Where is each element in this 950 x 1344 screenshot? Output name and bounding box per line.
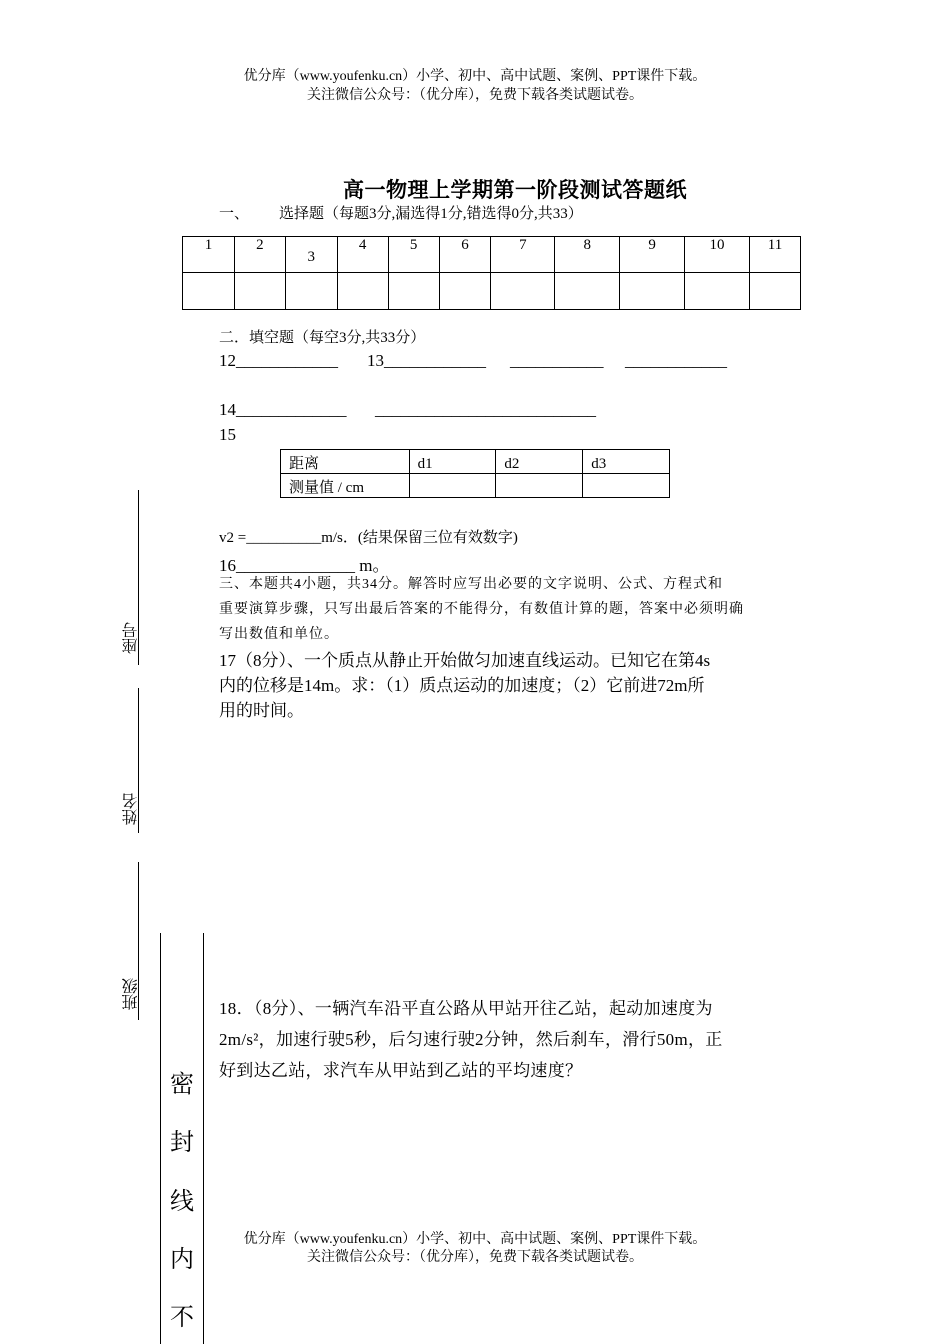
choice-number-row <box>183 237 801 273</box>
answer-cell[interactable] <box>491 273 555 310</box>
q15-label: 15 <box>219 425 236 444</box>
section2-heading: 二．填空题（每空3分,共33分） <box>219 330 426 346</box>
section3-intro-line: 重要演算步骤，只写出最后答案的不能得分，有数值计算的题，答案中必须明确 <box>219 602 744 617</box>
section3-intro-line: 写出数值和单位。 <box>219 627 339 642</box>
choice-answer-row <box>183 273 801 310</box>
v2-blank[interactable]: v2 =__________m/s．(结果保留三位有效数字) <box>219 530 518 546</box>
q14-blank-2[interactable]: __________________________ <box>375 400 596 419</box>
page-title: 高一物理上学期第一阶段测试答题纸 <box>343 178 687 202</box>
q17-text: 17（8分）、一个质点从静止开始做匀加速直线运动。已知它在第4s <box>219 651 711 670</box>
q12-blank[interactable]: 12____________ <box>219 351 338 370</box>
section3-intro <box>219 572 819 647</box>
section1-number: 一、 <box>219 206 250 222</box>
answer-cell[interactable] <box>388 273 439 310</box>
answer-cell[interactable] <box>234 273 285 310</box>
choice-number: 1 <box>183 237 235 273</box>
choice-number: 3 <box>285 237 337 273</box>
seal-border-right <box>203 933 204 1344</box>
table-header: d1 <box>409 450 496 474</box>
header-line-2: 关注微信公众号：（优分库），免费下载各类试题试卷。 <box>307 88 643 103</box>
footer-line-2: 关注微信公众号：（优分库），免费下载各类试题试卷。 <box>307 1250 643 1265</box>
table-row-label: 测量值 / cm <box>281 474 410 498</box>
q17-text: 用的时间。 <box>219 701 304 720</box>
name-label: 姓名 <box>123 793 140 825</box>
choice-number: 5 <box>388 237 439 273</box>
seal-char: 密 <box>170 1072 194 1098</box>
choice-answer-table <box>182 236 801 310</box>
q18-text: 18．（8分）、一辆汽车沿平直公路从甲站开往乙站，起动加速度为 <box>219 999 713 1018</box>
choice-number: 2 <box>234 237 285 273</box>
measure-cell[interactable] <box>583 474 670 498</box>
seal-char: 内 <box>170 1247 194 1273</box>
answer-cell[interactable] <box>620 273 685 310</box>
q14-blank[interactable]: 14_____________ <box>219 400 347 419</box>
q15-measure-table <box>280 449 670 498</box>
seal-char: 封 <box>170 1130 194 1156</box>
section1-heading: 选择题（每题3分,漏选得1分,错选得0分,共33） <box>279 206 583 222</box>
seal-char: 线 <box>170 1189 194 1215</box>
header-line-1: 优分库（www.youfenku.cn）小学、初中、高中试题、案例、PPT课件下载。 <box>243 69 707 84</box>
answer-cell[interactable] <box>749 273 800 310</box>
q16-blank[interactable]: 16______________ m。 <box>219 556 390 575</box>
answer-cell[interactable] <box>285 273 337 310</box>
q13-blank-3[interactable]: ____________ <box>625 351 727 370</box>
seat-label: 座号 <box>123 622 140 654</box>
choice-number: 7 <box>491 237 555 273</box>
seal-border-left <box>160 933 161 1344</box>
answer-cell[interactable] <box>337 273 388 310</box>
q13-blank[interactable]: 13____________ <box>367 351 486 370</box>
question-18 <box>219 993 819 1086</box>
answer-cell[interactable] <box>555 273 620 310</box>
table-header: d3 <box>583 450 670 474</box>
q13-blank-2[interactable]: ___________ <box>510 351 604 370</box>
measure-cell[interactable] <box>496 474 583 498</box>
q17-text: 内的位移是14m。求：（1）质点运动的加速度；（2）它前进72m所 <box>219 676 705 695</box>
measure-cell[interactable] <box>409 474 496 498</box>
choice-number: 6 <box>439 237 491 273</box>
choice-number: 10 <box>685 237 750 273</box>
class-label: 班级 <box>123 978 140 1010</box>
answer-cell[interactable] <box>685 273 750 310</box>
footer-line-1: 优分库（www.youfenku.cn）小学、初中、高中试题、案例、PPT课件下载。 <box>243 1232 707 1247</box>
choice-number: 8 <box>555 237 620 273</box>
choice-number: 9 <box>620 237 685 273</box>
choice-number: 11 <box>749 237 800 273</box>
answer-cell[interactable] <box>439 273 491 310</box>
choice-number: 4 <box>337 237 388 273</box>
table-header: d2 <box>496 450 583 474</box>
section3-intro-line: 三、本题共4小题，共34分。解答时应写出必要的文字说明、公式、方程式和 <box>219 577 723 592</box>
seal-char: 不 <box>170 1305 194 1331</box>
question-17 <box>219 648 819 723</box>
q18-text: 2m/s²，加速行驶5秒，后匀速行驶2分钟，然后刹车，滑行50m，正 <box>219 1030 723 1049</box>
q18-text: 好到达乙站，求汽车从甲站到乙站的平均速度？ <box>219 1061 583 1080</box>
table-header: 距离 <box>281 450 410 474</box>
answer-cell[interactable] <box>183 273 235 310</box>
